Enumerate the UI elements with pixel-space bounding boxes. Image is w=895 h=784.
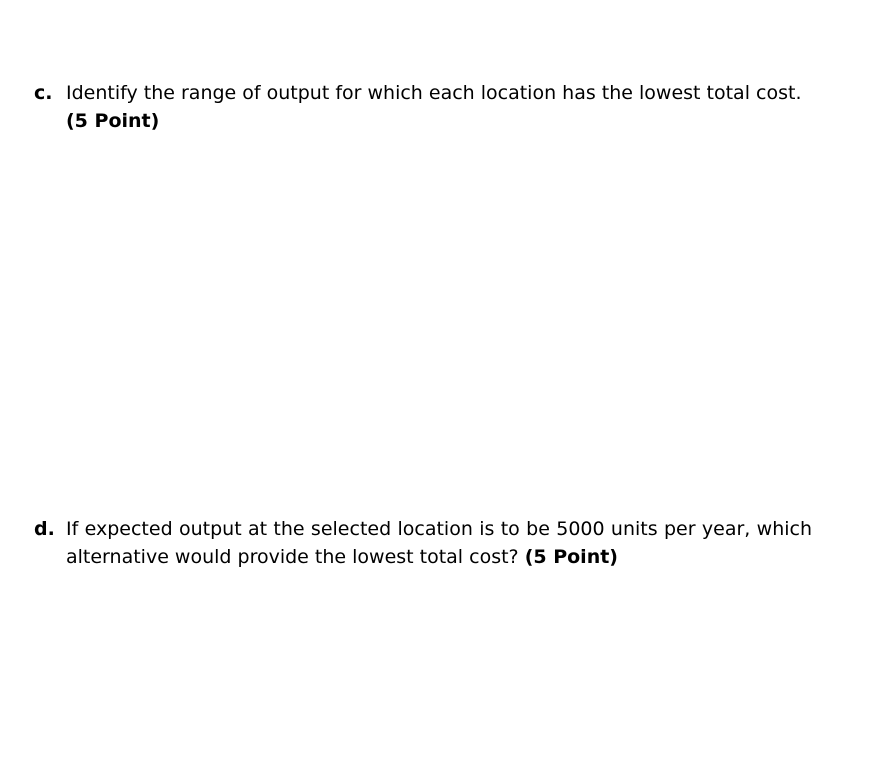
question-d-text: If expected output at the selected location is to be 5000 units per year, which alternative would provide the lowest total cost?	[66, 518, 812, 568]
question-d-points: (5 Point)	[524, 545, 618, 568]
question-d	[34, 516, 812, 571]
question-c-points: (5 Point)	[66, 109, 160, 132]
question-c-letter: c.	[34, 82, 53, 104]
question-c-body	[66, 80, 812, 135]
question-d-letter: d.	[34, 518, 55, 540]
question-d-body	[66, 516, 812, 571]
question-c-text: Identify the range of output for which each location has the lowest total cost.	[66, 82, 802, 104]
question-c	[34, 80, 812, 135]
